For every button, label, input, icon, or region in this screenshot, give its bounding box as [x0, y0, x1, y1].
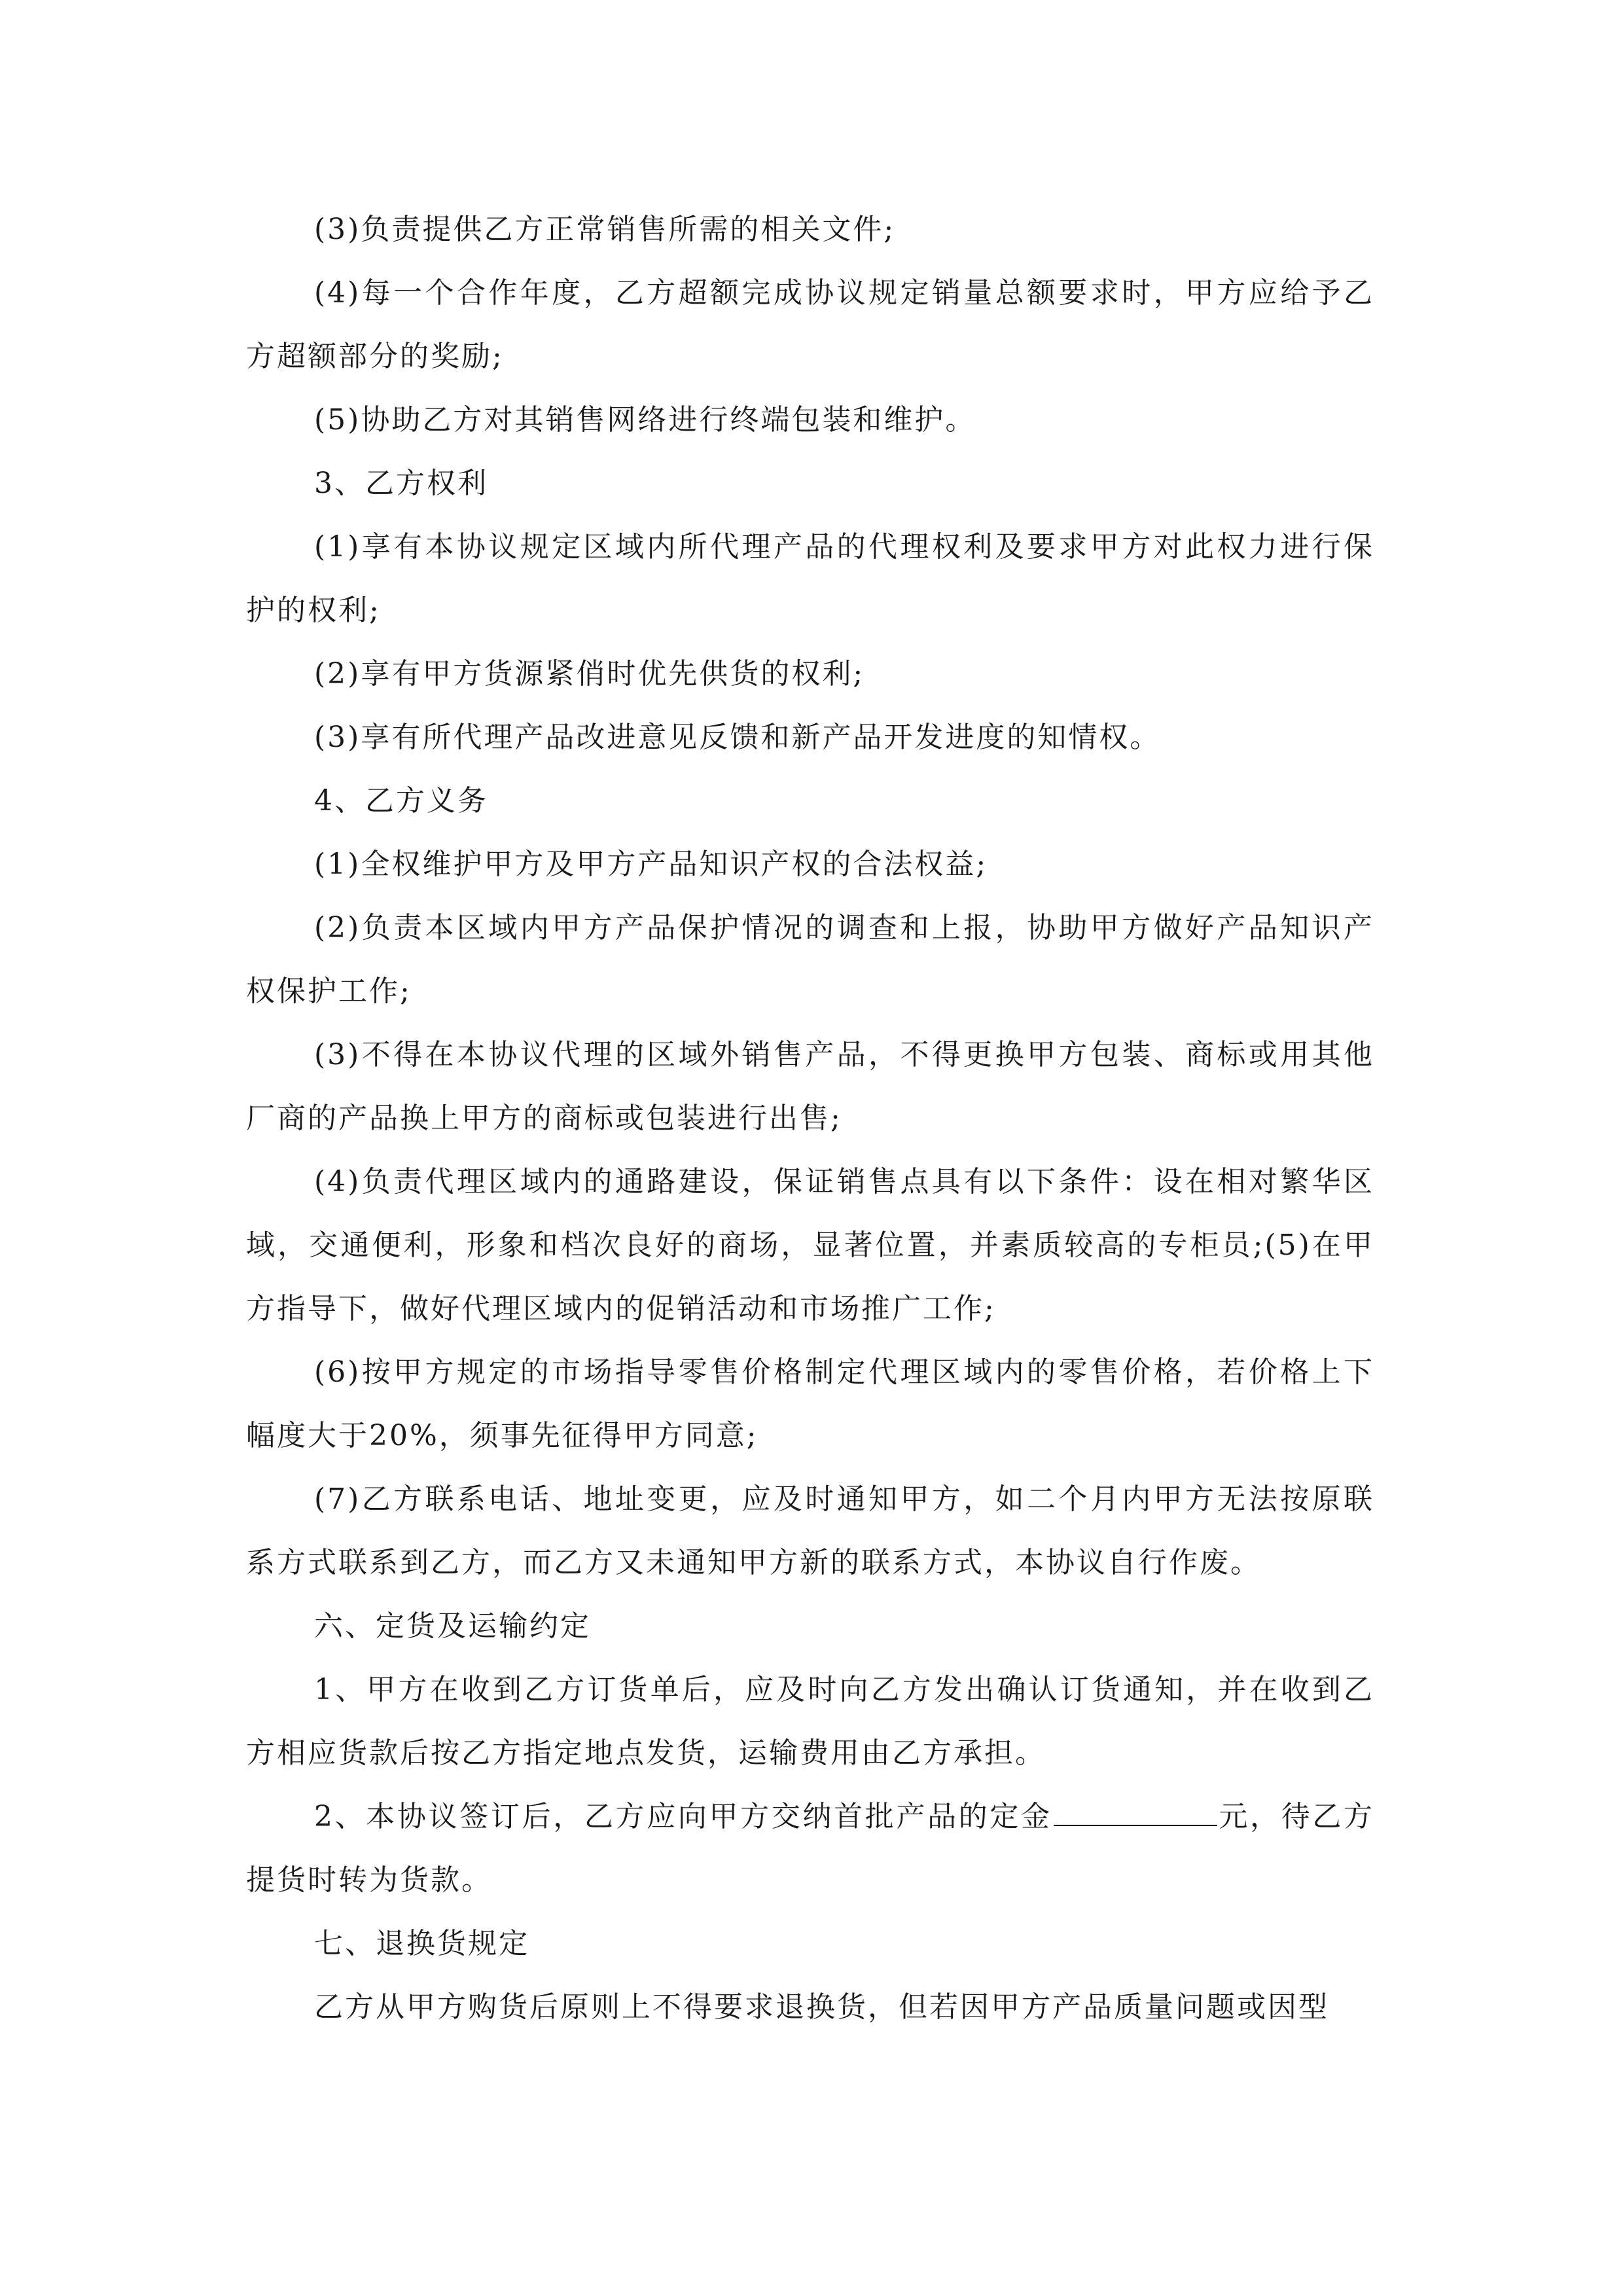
- paragraph-duty-6: (6)按甲方规定的市场指导零售价格制定代理区域内的零售价格，若价格上下幅度大于20%，须事先征得甲方同意;: [246, 1355, 1374, 1452]
- section-heading-returns: 七、退换货规定: [314, 1927, 529, 1960]
- paragraph-duty-4-5: (4)负责代理区域内的通路建设，保证销售点具有以下条件：设在相对繁华区域，交通便利，形象和档次良好的商场，显著位置，并素质较高的专柜员;(5)在甲方指导下，做好代理区域内的促销活动和市场推广工作;: [246, 1165, 1374, 1325]
- section-heading-party-b-duties: 4、乙方义务: [314, 784, 488, 817]
- section-heading-party-b-rights: 3、乙方权利: [314, 467, 488, 500]
- paragraph-right-3: (3)享有所代理产品改进意见反馈和新产品开发进度的知情权。: [314, 721, 1161, 754]
- deposit-text-before: 2、本协议签订后，乙方应向甲方交纳首批产品的定金: [314, 1800, 1052, 1833]
- paragraph-right-2: (2)享有甲方货源紧俏时优先供货的权利;: [314, 657, 865, 691]
- paragraph-duty-7: (7)乙方联系电话、地址变更，应及时通知甲方，如二个月内甲方无法按原联系方式联系到乙方，而乙方又未通知甲方新的联系方式，本协议自行作废。: [246, 1482, 1374, 1579]
- paragraph-right-1: (1)享有本协议规定区域内所代理产品的代理权利及要求甲方对此权力进行保护的权利;: [246, 530, 1374, 627]
- paragraph-duty-1: (1)全权维护甲方及甲方产品知识产权的合法权益;: [314, 848, 988, 881]
- paragraph-duty-2: (2)负责本区域内甲方产品保护情况的调查和上报，协助甲方做好产品知识产权保护工作;: [246, 911, 1374, 1008]
- section-heading-ordering-shipping: 六、定货及运输约定: [314, 1609, 591, 1643]
- deposit-text-after: 元，待乙方提货时转为货款。: [246, 1800, 1374, 1897]
- paragraph-obligation-3: (3)负责提供乙方正常销售所需的相关文件;: [314, 213, 896, 246]
- deposit-amount-blank: [1054, 1799, 1217, 1826]
- paragraph-duty-3: (3)不得在本协议代理的区域外销售产品，不得更换甲方包装、商标或用其他厂商的产品换上甲方的商标或包装进行出售;: [246, 1038, 1374, 1135]
- paragraph-obligation-5: (5)协助乙方对其销售网络进行终端包装和维护。: [314, 403, 976, 437]
- paragraph-deposit: [246, 1785, 1374, 1912]
- paragraph-returns: 乙方从甲方购货后原则上不得要求退换货，但若因甲方产品质量问题或因型: [314, 1990, 1329, 2024]
- paragraph-obligation-4: (4)每一个合作年度，乙方超额完成协议规定销量总额要求时，甲方应给予乙方超额部分的奖励;: [246, 276, 1374, 373]
- paragraph-ordering-1: 1、甲方在收到乙方订货单后，应及时向乙方发出确认订货通知，并在收到乙方相应货款后按乙方指定地点发货，运输费用由乙方承担。: [246, 1673, 1374, 1770]
- document-body: [246, 198, 1374, 2039]
